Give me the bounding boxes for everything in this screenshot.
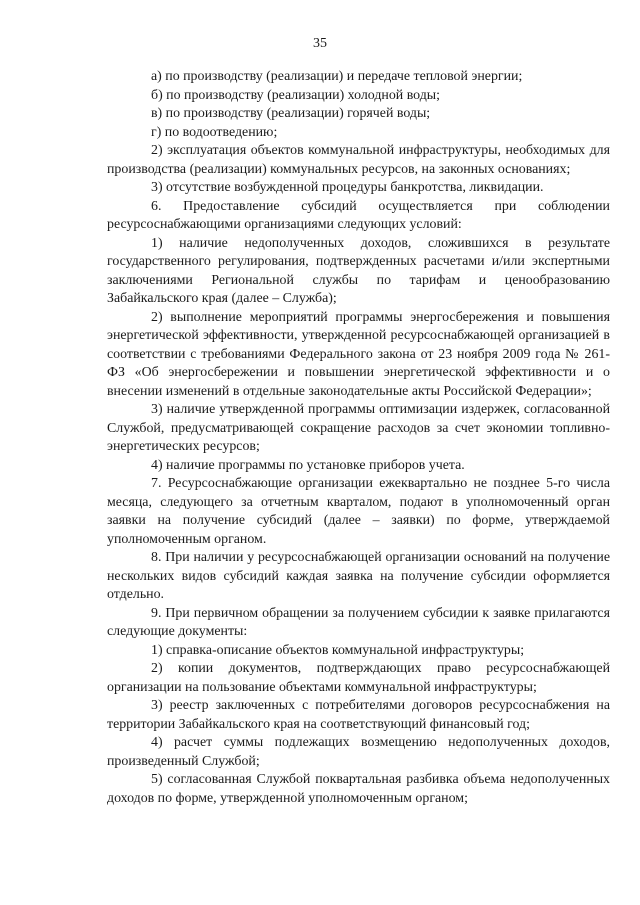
paragraph-section-9-item-5: 5) согласованная Службой поквартальная разбивка объема недополученных доходов по форме, утвержденной уполномоченным органом; — [107, 772, 610, 806]
list-item-v: в) по производству (реализации) горячей воды; — [151, 106, 431, 121]
page-number: 35 — [313, 36, 327, 51]
paragraph-section-6-item-3: 3) наличие утвержденной программы оптимизации издержек, согласованной Службой, предусматривающей сокращение расходов за счет экономии топливно-энергетических ресурсов; — [107, 402, 610, 454]
paragraph-condition-3: 3) отсутствие возбужденной процедуры банкротства, ликвидации. — [151, 180, 544, 195]
paragraph-section-9-item-4: 4) расчет суммы подлежащих возмещению недополученных доходов, произведенный Службой; — [107, 735, 610, 769]
paragraph-section-9-item-3: 3) реестр заключенных с потребителями договоров ресурсоснабжения на территории Забайкальского края на соответствующий финансовый год; — [107, 698, 610, 732]
paragraph-section-9: 9. При первичном обращении за получением субсидии к заявке прилагаются следующие документы: — [107, 605, 610, 639]
paragraph-section-7: 7. Ресурсоснабжающие организации ежеквартально не позднее 5-го числа месяца, следующего за отчетным кварталом, подают в уполномоченный орган заявки на получение субсидий (далее – заявки) по форме, утверждаемой уполномоченным органом. — [107, 476, 610, 547]
paragraph-section-6-item-1: 1) наличие недополученных доходов, сложившихся в результате государственного регулирования, подтвержденных расчетами и/или экспертными заключениями Региональной службы по тарифам и ценообразованию Забайкальского края (далее – Служба); — [107, 235, 610, 306]
list-item-g: г) по водоотведению; — [151, 124, 278, 140]
paragraph-condition-2: 2) эксплуатация объектов коммунальной инфраструктуры, необходимых для производства (реализации) коммунальных ресурсов, на законных основаниях; — [107, 143, 610, 177]
list-item-a: а) по производству (реализации) и передаче тепловой энергии; — [151, 69, 523, 84]
document-body — [107, 68, 610, 808]
paragraph-section-6-item-2: 2) выполнение мероприятий программы энергосбережения и повышения энергетической эффективности, утвержденной ресурсоснабжающей организацией в соответствии с требованиями Федерального закона от 23 ноября 2009 года № 261-ФЗ «Об энергосбережении и повышении энергетической эффективности и о внесении изменений в отдельные законодательные акты Российской Федерации»; — [107, 309, 610, 399]
paragraph-section-9-item-1: 1) справка-описание объектов коммунальной инфраструктуры; — [151, 642, 525, 658]
list-item-b: б) по производству (реализации) холодной воды; — [151, 87, 440, 103]
paragraph-section-6-item-4: 4) наличие программы по установке приборов учета. — [151, 457, 465, 473]
paragraph-section-8: 8. При наличии у ресурсоснабжающей организации оснований на получение нескольких видов субсидий каждая заявка на получение субсидии оформляется отдельно. — [107, 550, 610, 602]
paragraph-section-9-item-2: 2) копии документов, подтверждающих право ресурсоснабжающей организации на пользование объектами коммунальной инфраструктуры; — [107, 661, 610, 695]
paragraph-section-6: 6. Предоставление субсидий осуществляется при соблюдении ресурсоснабжающими организациями следующих условий: — [107, 198, 610, 232]
